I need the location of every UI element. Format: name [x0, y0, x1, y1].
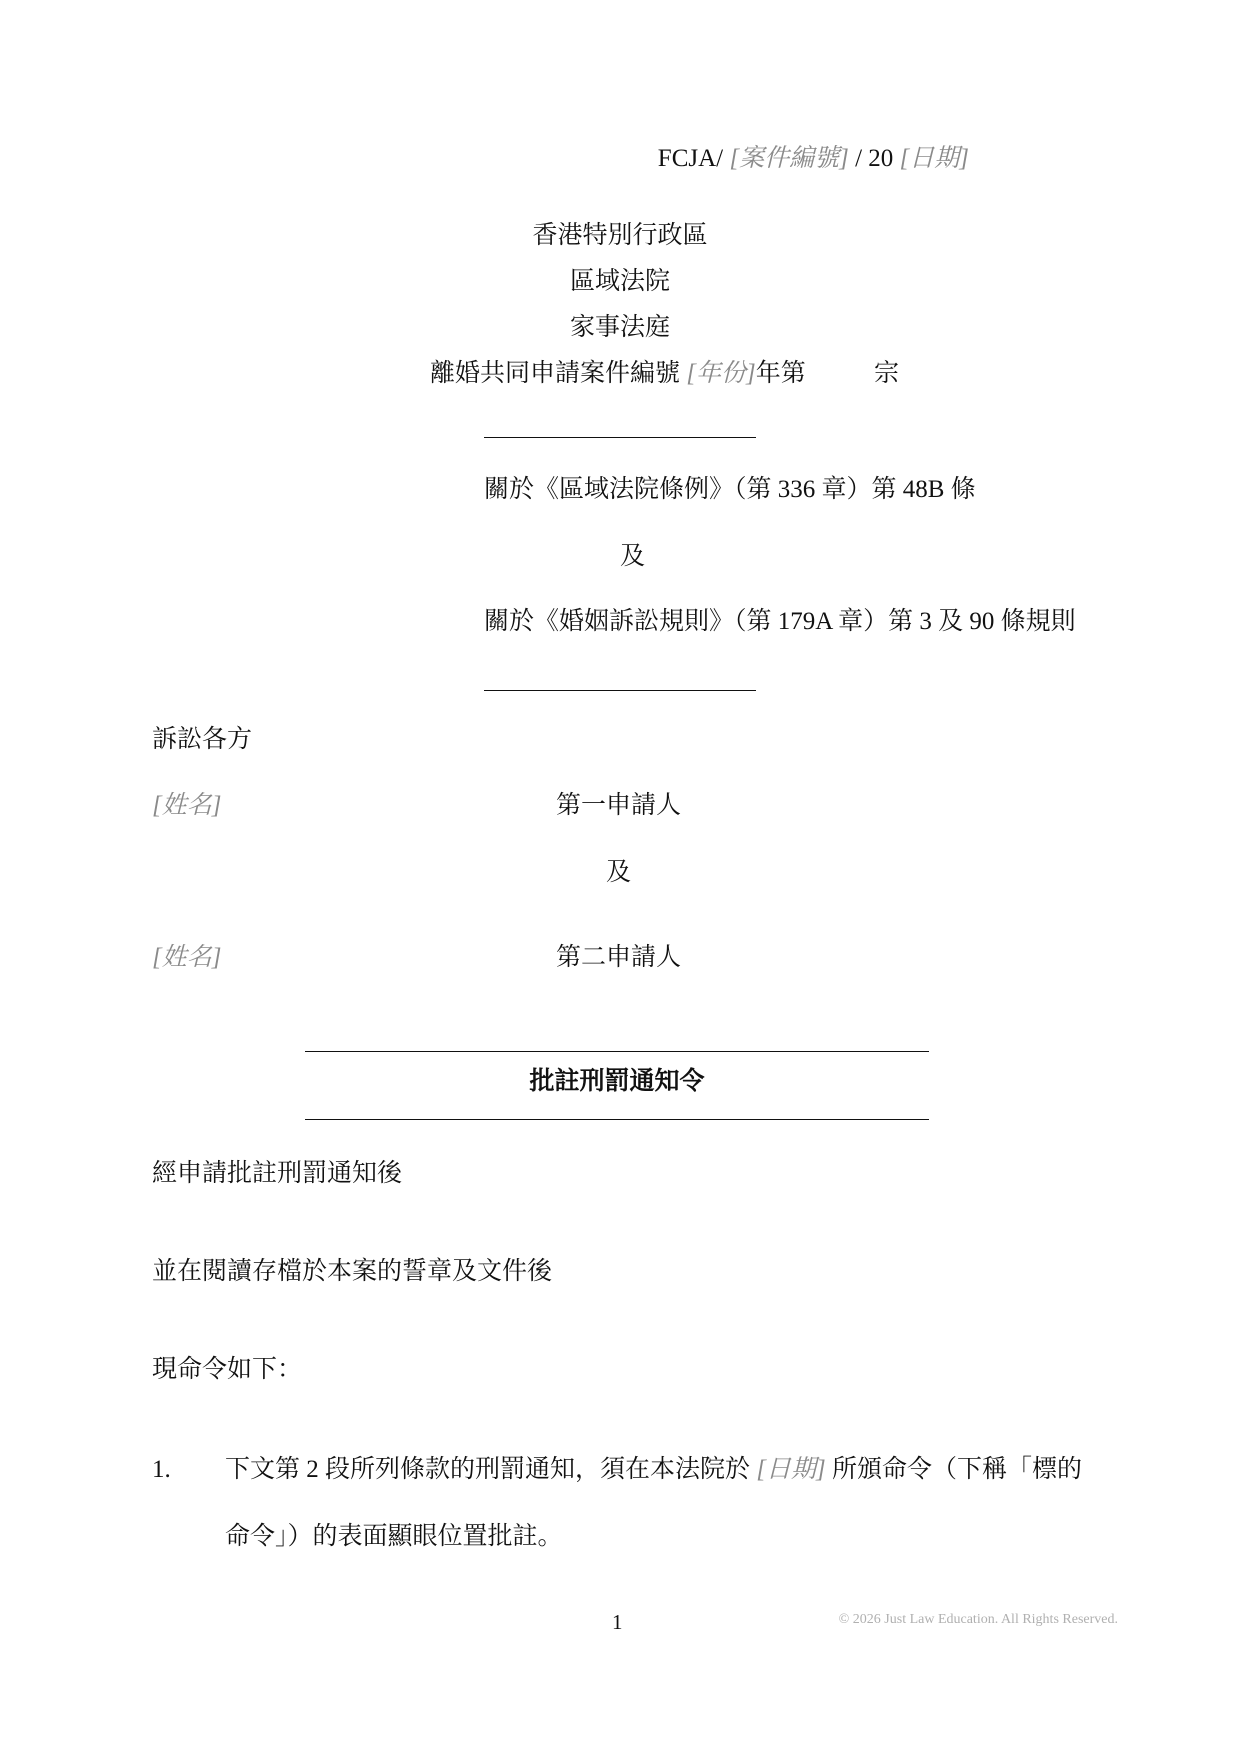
- case-number-year: / 20: [855, 145, 894, 172]
- matter-and: 及: [620, 543, 646, 570]
- first-applicant-role: 第一申請人: [556, 792, 682, 819]
- clause-text-line2: 命令」）的表面顯眼位置批註。: [225, 1523, 563, 1550]
- title-rule-top: [305, 1051, 929, 1052]
- recital-application: 經申請批註刑罰通知後: [152, 1160, 403, 1187]
- matter-rules: 關於《婚姻訴訟規則》（第 179A 章）第 3 及 90 條規則: [484, 608, 1076, 635]
- copyright-notice: © 2026 Just Law Education. All Rights Reserved.: [838, 1612, 1118, 1627]
- case-date-placeholder: [日期]: [899, 145, 969, 172]
- case-number: [658, 143, 969, 175]
- parties-and: 及: [606, 859, 632, 886]
- year-placeholder: [年份]: [686, 360, 756, 387]
- case-number-prefix: FCJA/: [657, 145, 724, 172]
- second-applicant-name: [姓名]: [152, 944, 222, 971]
- title-rule-bottom: [305, 1119, 929, 1120]
- clause-text-a: 下文第 2 段所列條款的刑罰通知，須在本法院於: [225, 1456, 751, 1483]
- recital-affidavits: 並在閱讀存檔於本案的誓章及文件後: [152, 1258, 553, 1285]
- first-applicant-name: [姓名]: [152, 792, 222, 819]
- clause-date-placeholder: [日期]: [756, 1456, 826, 1483]
- case-line-prefix: 離婚共同申請案件編號: [430, 360, 681, 387]
- matter-ordinance: 關於《區域法院條例》（第 336 章）第 48B 條: [484, 476, 976, 503]
- clause-text-line1: [225, 1454, 1082, 1486]
- case-line-suffix: 宗: [874, 360, 900, 387]
- court-region: 香港特別行政區: [532, 222, 708, 249]
- order-title: 批註刑罰通知令: [529, 1068, 705, 1095]
- divider-short-2: [484, 690, 756, 691]
- divider-short-1: [484, 437, 756, 438]
- clause-text-b: 所頒命令（下稱「標的: [831, 1456, 1082, 1483]
- parties-heading: 訴訟各方: [152, 726, 253, 753]
- second-applicant-role: 第二申請人: [556, 944, 682, 971]
- page-number: 1: [612, 1610, 623, 1634]
- joint-application-case-line: [430, 358, 899, 390]
- court-name: 區域法院: [569, 268, 670, 295]
- clause-number: 1.: [152, 1456, 171, 1483]
- case-number-placeholder: [案件編號]: [729, 145, 849, 172]
- recital-order-follows: 現命令如下：: [152, 1356, 303, 1383]
- court-division: 家事法庭: [569, 314, 670, 341]
- case-line-mid: 年第: [755, 360, 806, 387]
